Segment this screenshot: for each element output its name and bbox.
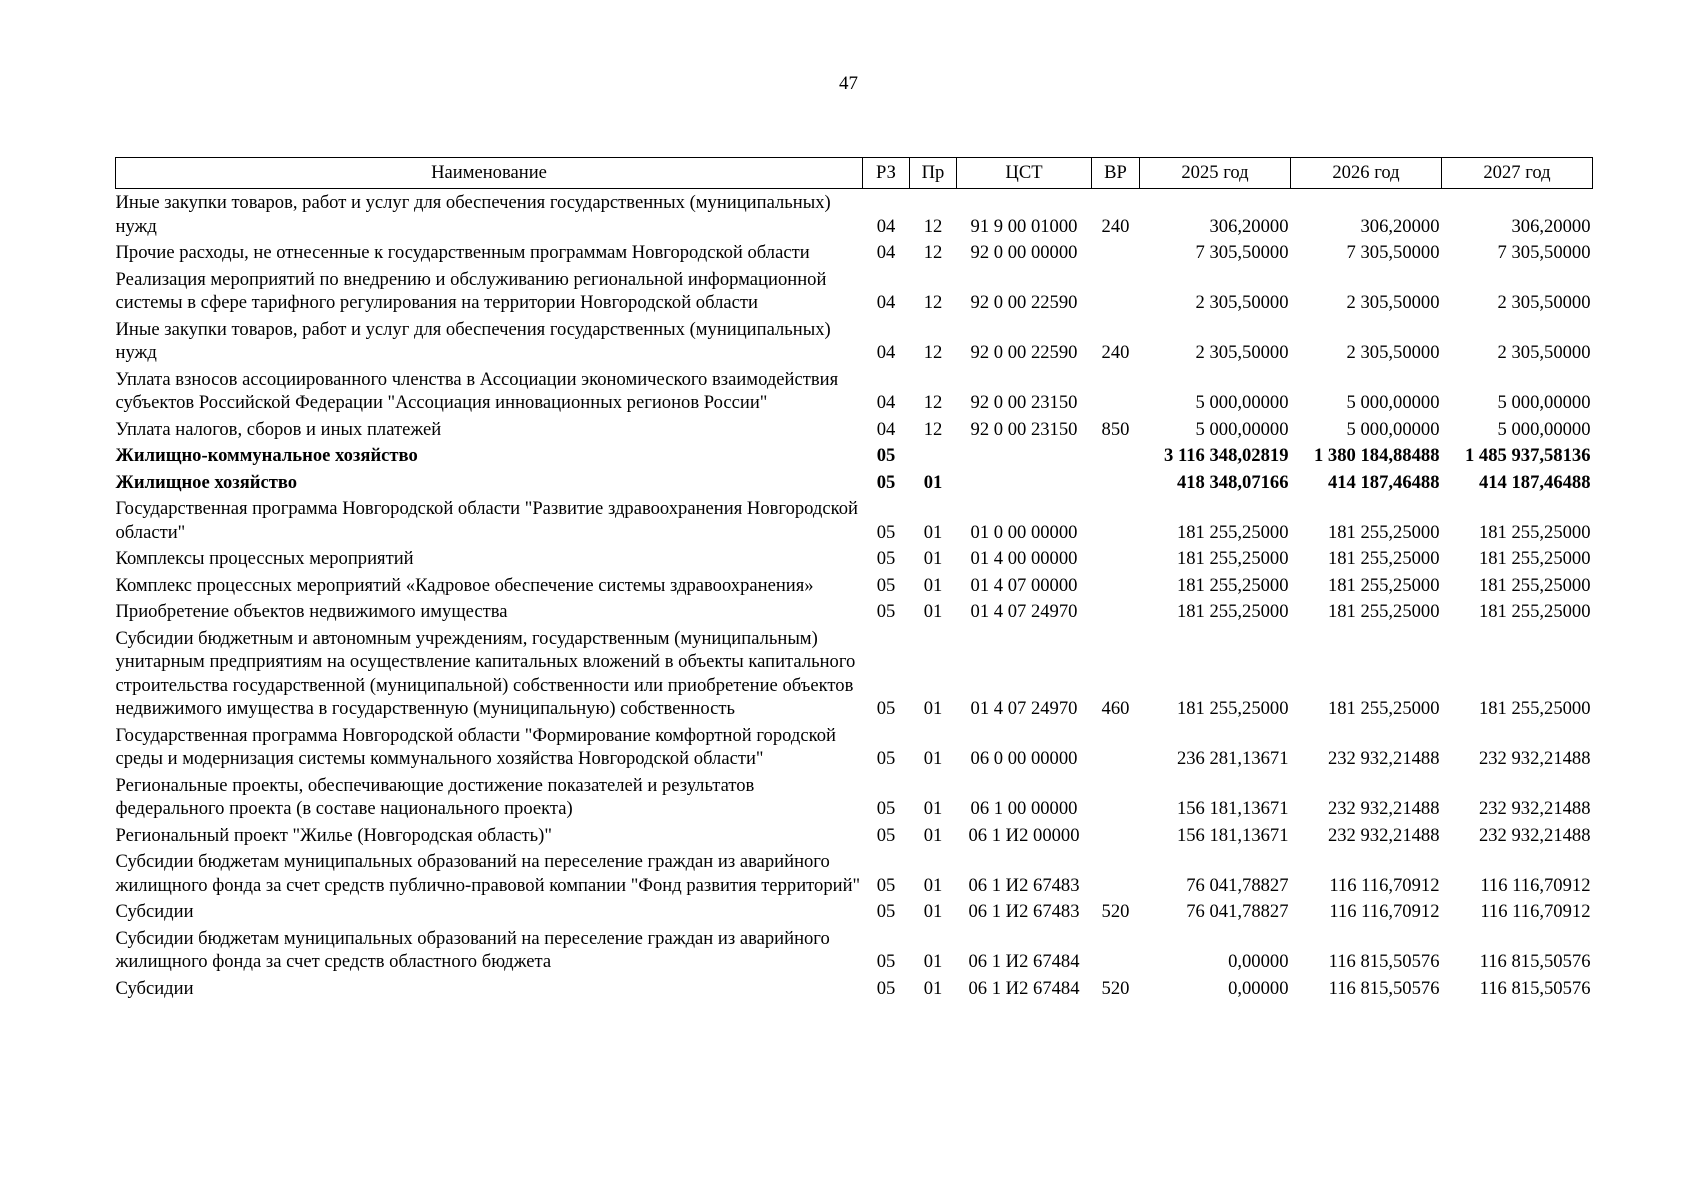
row-name: Прочие расходы, не отнесенные к государственным программам Новгородской области: [115, 242, 810, 263]
row-rz: 05: [876, 748, 896, 769]
row-vr: [1092, 572, 1140, 599]
row-2026: 181 255,25000: [1327, 574, 1440, 596]
row-2026: 116 815,50576: [1328, 951, 1440, 972]
row-2027: 2 305,50000: [1497, 292, 1591, 313]
row-2026: 232 932,21488: [1327, 748, 1440, 769]
row-2025: 181 255,25000: [1176, 601, 1289, 622]
header-2025: 2025 год: [1140, 158, 1291, 189]
row-2026: 306,20000: [1360, 215, 1440, 237]
row-vr: [1092, 469, 1140, 496]
row-2027: 1 485 937,58136: [1464, 445, 1591, 466]
table-row: [116, 266, 1593, 316]
row-pr: 01: [923, 698, 943, 719]
table-row: [116, 975, 1593, 1002]
row-rz: 04: [876, 418, 896, 440]
table-row: [116, 898, 1593, 925]
row-cst: [957, 469, 1092, 496]
table-row: [116, 722, 1593, 772]
row-cst: 06 1 И2 67483: [968, 901, 1080, 922]
row-2027: 2 305,50000: [1497, 342, 1591, 363]
row-name: Государственная программа Новгородской области "Формирование комфортной городской среды и модернизация системы коммунального хозяйства Новгородской области": [115, 724, 836, 769]
row-rz: 05: [876, 601, 896, 622]
row-2026: 414 187,46488: [1327, 471, 1440, 493]
row-cst: 06 1 И2 67484: [968, 977, 1080, 999]
row-rz: 05: [876, 471, 896, 493]
row-2025: 156 181,13671: [1176, 824, 1289, 846]
row-vr: 520: [1101, 901, 1130, 922]
row-2025: 181 255,25000: [1176, 521, 1289, 543]
table-row: [116, 822, 1593, 849]
row-pr: 01: [923, 521, 943, 543]
row-name: Региональные проекты, обеспечивающие достижение показателей и результатов федерального проекта (в составе национального проекта): [115, 774, 755, 819]
header-2026: 2026 год: [1291, 158, 1442, 189]
row-name: Жилищно-коммунальное хозяйство: [115, 445, 418, 466]
row-pr: 01: [923, 471, 943, 493]
row-pr: 12: [923, 392, 943, 413]
table-row: [116, 366, 1593, 416]
page-number: 47: [839, 73, 858, 94]
row-2025: 181 255,25000: [1176, 574, 1289, 596]
row-name: Комплекс процессных мероприятий «Кадровое обеспечение системы здравоохранения»: [115, 574, 814, 596]
budget-table: [115, 157, 1593, 1001]
row-name: Иные закупки товаров, работ и услуг для обеспечения государственных (муниципальных) нужд: [115, 318, 831, 363]
row-rz: 05: [876, 977, 896, 999]
table-row: [116, 772, 1593, 822]
row-pr: 12: [923, 242, 943, 263]
row-cst: 01 4 07 24970: [970, 698, 1078, 719]
row-vr: 460: [1101, 698, 1130, 719]
row-vr: [1092, 848, 1140, 898]
row-2027: 116 116,70912: [1480, 901, 1591, 922]
row-2027: 181 255,25000: [1478, 601, 1591, 622]
row-vr: [1092, 495, 1140, 545]
row-2026: 5 000,00000: [1346, 392, 1440, 413]
row-cst: 06 1 И2 67484: [968, 951, 1080, 972]
row-2025: 236 281,13671: [1176, 748, 1289, 769]
table-row: [116, 239, 1593, 266]
row-2027: 116 815,50576: [1479, 977, 1591, 999]
row-2025: 156 181,13671: [1176, 798, 1289, 819]
row-2027: 414 187,46488: [1478, 471, 1591, 493]
table-row: [116, 848, 1593, 898]
header-cst: ЦСТ: [957, 158, 1092, 189]
row-2025: 5 000,00000: [1195, 418, 1289, 440]
row-rz: 05: [876, 574, 896, 596]
row-2026: 181 255,25000: [1327, 548, 1440, 569]
row-pr: 01: [923, 824, 943, 846]
row-2026: 5 000,00000: [1346, 418, 1440, 440]
row-2027: 7 305,50000: [1497, 242, 1591, 263]
row-vr: [1092, 598, 1140, 625]
row-2025: 0,00000: [1228, 977, 1289, 999]
row-cst: 01 4 07 00000: [970, 574, 1078, 596]
row-2026: 2 305,50000: [1346, 292, 1440, 313]
row-2027: 181 255,25000: [1478, 698, 1591, 719]
row-2025: 2 305,50000: [1195, 342, 1289, 363]
row-vr: 240: [1101, 215, 1130, 237]
row-pr: [910, 442, 957, 469]
row-2027: 5 000,00000: [1497, 418, 1591, 440]
row-rz: 05: [876, 698, 896, 719]
row-pr: 01: [923, 951, 943, 972]
row-2026: 232 932,21488: [1327, 824, 1440, 846]
row-name: Иные закупки товаров, работ и услуг для обеспечения государственных (муниципальных) нужд: [115, 192, 831, 237]
row-2025: 306,20000: [1209, 215, 1289, 237]
row-2026: 1 380 184,88488: [1313, 445, 1440, 466]
row-2025: 181 255,25000: [1176, 698, 1289, 719]
row-cst: 06 1 И2 67483: [968, 874, 1080, 896]
row-cst: 92 0 00 22590: [970, 292, 1078, 313]
row-cst: 92 0 00 00000: [970, 242, 1078, 263]
row-2027: 181 255,25000: [1478, 548, 1591, 569]
row-2027: 181 255,25000: [1478, 574, 1591, 596]
row-name: Субсидии бюджетам муниципальных образований на переселение граждан из аварийного жилищного фонда за счет средств публично-правовой компании "Фонд развития территорий": [115, 851, 861, 896]
row-vr: [1092, 442, 1140, 469]
row-cst: 01 4 07 24970: [970, 601, 1078, 622]
row-2026: 116 815,50576: [1328, 977, 1440, 999]
row-pr: 12: [923, 342, 943, 363]
header-name: Наименование: [116, 158, 863, 189]
row-rz: 04: [876, 342, 896, 363]
row-vr: [1092, 925, 1140, 975]
row-vr: [1092, 822, 1140, 849]
row-rz: 05: [876, 951, 896, 972]
row-2027: 5 000,00000: [1497, 392, 1591, 413]
header-vr: ВР: [1092, 158, 1140, 189]
row-name: Субсидии: [115, 977, 194, 999]
row-pr: 01: [923, 798, 943, 819]
table-row: [116, 469, 1593, 496]
row-2026: 181 255,25000: [1327, 601, 1440, 622]
row-cst: [957, 442, 1092, 469]
row-pr: 01: [923, 601, 943, 622]
row-2027: 232 932,21488: [1478, 748, 1591, 769]
row-2025: 7 305,50000: [1195, 242, 1289, 263]
row-pr: 01: [923, 874, 943, 896]
table-row: [116, 545, 1593, 572]
header-rz: РЗ: [863, 158, 910, 189]
row-rz: 04: [876, 392, 896, 413]
row-rz: 05: [876, 874, 896, 896]
row-vr: 520: [1101, 977, 1130, 999]
row-cst: 06 0 00 00000: [970, 748, 1078, 769]
row-rz: 05: [876, 824, 896, 846]
row-2026: 7 305,50000: [1346, 242, 1440, 263]
row-2026: 181 255,25000: [1327, 521, 1440, 543]
row-name: Региональный проект "Жилье (Новгородская область)": [115, 824, 552, 846]
row-name: Реализация мероприятий по внедрению и обслуживанию региональной информационной системы в сфере тарифного регулирования на территории Новгородской области: [115, 268, 827, 313]
row-rz: 05: [876, 521, 896, 543]
row-rz: 04: [876, 242, 896, 263]
row-2025: 0,00000: [1228, 951, 1289, 972]
row-cst: 92 0 00 22590: [970, 342, 1078, 363]
row-2025: 3 116 348,02819: [1164, 445, 1289, 466]
row-cst: 01 0 00 00000: [970, 521, 1078, 543]
row-2025: 181 255,25000: [1176, 548, 1289, 569]
row-2025: 418 348,07166: [1176, 471, 1289, 493]
row-cst: 91 9 00 01000: [970, 215, 1078, 237]
table-row: [116, 598, 1593, 625]
row-2027: 116 815,50576: [1479, 951, 1591, 972]
table-row: [116, 625, 1593, 722]
row-pr: 12: [923, 292, 943, 313]
table-header-row: [116, 158, 1593, 189]
header-pr: Пр: [910, 158, 957, 189]
row-pr: 01: [923, 901, 943, 922]
row-rz: 05: [876, 798, 896, 819]
row-vr: 850: [1101, 418, 1130, 440]
row-name: Государственная программа Новгородской области "Развитие здравоохранения Новгородской области": [115, 498, 858, 543]
row-name: Субсидии: [115, 901, 194, 922]
row-vr: [1092, 772, 1140, 822]
row-2026: 232 932,21488: [1327, 798, 1440, 819]
table-row: [116, 442, 1593, 469]
row-name: Субсидии бюджетам муниципальных образований на переселение граждан из аварийного жилищного фонда за счет средств областного бюджета: [115, 927, 830, 972]
row-pr: 12: [923, 215, 943, 237]
row-pr: 01: [923, 574, 943, 596]
row-vr: [1092, 545, 1140, 572]
table-row: [116, 416, 1593, 443]
row-vr: [1092, 266, 1140, 316]
row-name: Комплексы процессных мероприятий: [115, 548, 414, 569]
row-cst: 06 1 И2 00000: [968, 824, 1080, 846]
row-pr: 01: [923, 748, 943, 769]
row-rz: 04: [876, 292, 896, 313]
row-2027: 116 116,70912: [1480, 874, 1591, 896]
row-cst: 92 0 00 23150: [970, 392, 1078, 413]
row-2025: 76 041,78827: [1186, 901, 1289, 922]
table-body: [116, 189, 1593, 1002]
row-2027: 232 932,21488: [1478, 798, 1591, 819]
row-pr: 01: [923, 977, 943, 999]
row-2026: 116 116,70912: [1329, 901, 1440, 922]
row-2025: 2 305,50000: [1195, 292, 1289, 313]
row-rz: 05: [876, 901, 896, 922]
row-rz: 05: [876, 445, 896, 466]
row-2025: 5 000,00000: [1195, 392, 1289, 413]
row-2026: 2 305,50000: [1346, 342, 1440, 363]
row-cst: 01 4 00 00000: [970, 548, 1078, 569]
row-name: Субсидии бюджетным и автономным учреждениям, государственным (муниципальным) унитарным предприятиям на осуществление капитальных вложений в объекты капитального строительства государственной (муниципальной) собственности или приобретение объектов недвижимого имущества в государственную (муниципальную) собственность: [115, 627, 856, 719]
table-row: [116, 925, 1593, 975]
row-pr: 12: [923, 418, 943, 440]
table-row: [116, 189, 1593, 240]
row-2027: 306,20000: [1511, 215, 1591, 237]
row-rz: 05: [876, 548, 896, 569]
row-cst: 92 0 00 23150: [970, 418, 1078, 440]
header-2027: 2027 год: [1442, 158, 1593, 189]
row-rz: 04: [876, 215, 896, 237]
row-name: Уплата взносов ассоциированного членства в Ассоциации экономического взаимодействия субъектов Российской Федерации "Ассоциация инновационных регионов России": [115, 368, 839, 413]
row-vr: 240: [1101, 342, 1130, 363]
row-name: Жилищное хозяйство: [115, 471, 298, 493]
row-name: Уплата налогов, сборов и иных платежей: [115, 418, 442, 440]
row-name: Приобретение объектов недвижимого имущества: [115, 601, 508, 622]
row-cst: 06 1 00 00000: [970, 798, 1078, 819]
row-vr: [1092, 722, 1140, 772]
row-pr: 01: [923, 548, 943, 569]
table-row: [116, 572, 1593, 599]
row-2026: 181 255,25000: [1327, 698, 1440, 719]
row-vr: [1092, 239, 1140, 266]
table-row: [116, 316, 1593, 366]
row-2027: 232 932,21488: [1478, 824, 1591, 846]
table-row: [116, 495, 1593, 545]
row-vr: [1092, 366, 1140, 416]
row-2025: 76 041,78827: [1186, 874, 1289, 896]
row-2027: 181 255,25000: [1478, 521, 1591, 543]
row-2026: 116 116,70912: [1329, 874, 1440, 896]
